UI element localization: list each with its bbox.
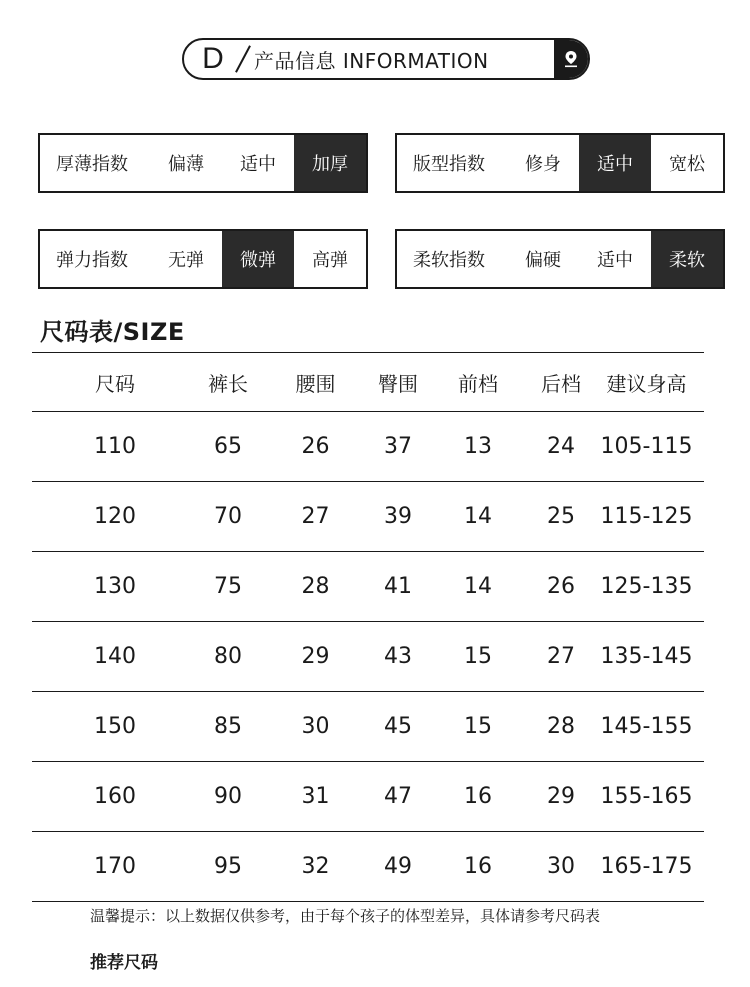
table-cell: 15	[464, 714, 492, 739]
table-row	[32, 411, 704, 481]
table-cell: 90	[214, 784, 242, 809]
table-cell: 110	[94, 434, 136, 459]
column-header: 后档	[541, 371, 581, 396]
recommend-size-label: 推荐尺码	[90, 953, 158, 973]
index-label: 柔软指数	[413, 250, 485, 271]
index-option: 偏硬	[525, 250, 561, 271]
table-cell: 145-155	[600, 714, 693, 739]
index-option-selected: 加厚	[294, 135, 366, 191]
table-cell: 65	[214, 434, 242, 459]
index-option-selected: 适中	[579, 135, 651, 191]
table-cell: 70	[214, 504, 242, 529]
index-option: 适中	[597, 250, 633, 271]
fit-index	[395, 133, 725, 193]
column-header: 建议身高	[606, 371, 687, 396]
index-option: 适中	[240, 154, 276, 175]
table-cell: 135-145	[600, 644, 693, 669]
table-cell: 25	[547, 504, 575, 529]
table-cell: 31	[301, 784, 330, 809]
size-table	[32, 352, 704, 902]
table-cell: 15	[464, 644, 492, 669]
table-cell: 160	[94, 784, 136, 809]
column-header: 腰围	[295, 371, 336, 396]
size-note: 温馨提示：以上数据仅供参考，由于每个孩子的体型差异，具体请参考尺码表	[90, 907, 601, 925]
section-header	[182, 38, 590, 80]
table-row	[32, 831, 704, 901]
table-cell: 115-125	[600, 504, 693, 529]
table-header-row	[32, 352, 704, 411]
index-option-selected: 柔软	[651, 231, 723, 287]
table-cell: 43	[384, 644, 412, 669]
table-cell: 47	[384, 784, 412, 809]
table-cell: 14	[464, 574, 492, 599]
table-cell: 16	[464, 784, 492, 809]
table-row	[32, 621, 704, 691]
table-cell: 120	[94, 504, 136, 529]
table-row	[32, 551, 704, 621]
table-cell: 85	[214, 714, 242, 739]
thickness-index	[38, 133, 368, 193]
column-header: 前档	[458, 371, 498, 396]
table-cell: 140	[94, 644, 136, 669]
column-header: 尺码	[95, 371, 135, 396]
index-label: 厚薄指数	[56, 154, 128, 175]
table-cell: 170	[94, 854, 136, 879]
table-cell: 13	[464, 434, 492, 459]
table-cell: 26	[547, 574, 575, 599]
column-header: 裤长	[208, 371, 248, 396]
index-option: 修身	[525, 154, 561, 175]
table-cell: 39	[384, 504, 412, 529]
index-label: 版型指数	[413, 154, 485, 175]
table-cell: 30	[301, 714, 330, 739]
table-cell: 16	[464, 854, 492, 879]
section-title: 产品信息 INFORMATION	[254, 48, 489, 73]
table-bottom-rule	[32, 901, 704, 902]
table-cell: 32	[301, 854, 330, 879]
table-cell: 80	[214, 644, 242, 669]
table-cell: 130	[94, 574, 136, 599]
table-cell: 125-135	[600, 574, 693, 599]
index-option-selected: 微弹	[222, 231, 294, 287]
column-header: 臀围	[378, 371, 418, 396]
index-option: 宽松	[669, 154, 705, 175]
table-cell: 27	[301, 504, 330, 529]
table-cell: 45	[384, 714, 412, 739]
table-cell: 95	[214, 854, 242, 879]
table-cell: 29	[547, 784, 575, 809]
table-cell: 75	[214, 574, 242, 599]
table-row	[32, 481, 704, 551]
index-label: 弹力指数	[56, 250, 128, 271]
index-option: 偏薄	[168, 154, 204, 175]
table-cell: 24	[547, 434, 575, 459]
table-row	[32, 691, 704, 761]
elasticity-index	[38, 229, 368, 289]
table-cell: 49	[384, 854, 412, 879]
table-cell: 27	[547, 644, 575, 669]
index-option: 无弹	[168, 250, 204, 271]
softness-index	[395, 229, 725, 289]
table-body	[32, 411, 704, 901]
table-cell: 30	[547, 854, 575, 879]
table-cell: 41	[384, 574, 412, 599]
table-cell: 37	[384, 434, 412, 459]
table-cell: 14	[464, 504, 492, 529]
table-cell: 155-165	[600, 784, 693, 809]
table-row	[32, 761, 704, 831]
table-cell: 165-175	[600, 854, 693, 879]
index-option: 高弹	[312, 250, 348, 271]
table-cell: 150	[94, 714, 136, 739]
section-letter: D	[202, 42, 224, 75]
table-cell: 28	[301, 574, 330, 599]
table-cell: 28	[547, 714, 575, 739]
location-pin-icon	[554, 40, 588, 78]
table-cell: 105-115	[600, 434, 693, 459]
table-cell: 26	[301, 434, 330, 459]
size-table-title: 尺码表/SIZE	[40, 318, 185, 346]
table-cell: 29	[301, 644, 330, 669]
